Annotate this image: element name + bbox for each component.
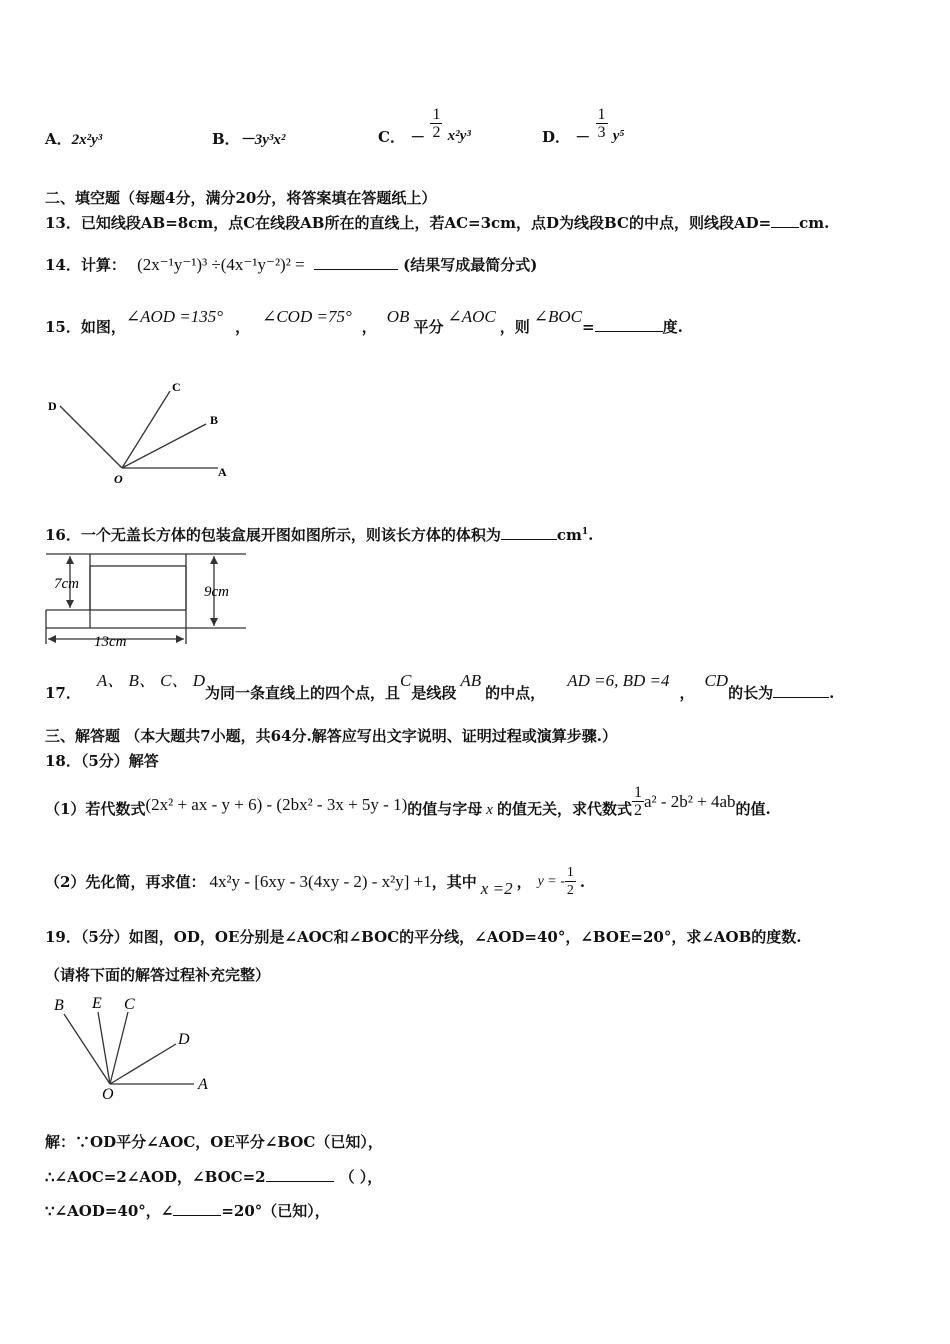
q17-ab: AB [460,671,482,690]
q16-end: . [588,526,594,544]
section2-title: 二、填空题（每题4分，满分20分，将答案填在答题纸上） [45,189,437,207]
label-b: B [210,413,219,427]
ray-oe [98,1012,110,1084]
option-d-num: 1 [597,106,606,123]
q14-expr: (2x⁻¹y⁻¹)³ ÷(4x⁻¹y⁻²)² = [137,255,305,274]
q18-p1-mid: 的值与字母 [407,800,483,818]
option-b-expr: －3y³x² [239,132,286,148]
option-a-label: A． [45,130,72,148]
label-o: O [114,472,123,486]
option-b [212,128,285,149]
q13-blank [771,213,799,228]
q18-p1-x: x [486,802,493,818]
section3-title: 三、解答题 （本大题共7小题，共64分.解答应写出文字说明、证明过程或演算步骤.） [45,727,617,745]
label-c: C [172,380,181,394]
q19-note: （请将下面的解答过程补充完整） [45,966,271,984]
ray-ob [64,1014,110,1084]
q15-ob: OB [386,307,410,326]
q14-blank [314,255,398,270]
q17-eq: AD =6, BD =4 [567,671,670,690]
option-b-label: B． [212,130,240,148]
option-c-label: C． [378,128,405,146]
ray-od [110,1044,176,1084]
q17-num: 17． [45,684,81,702]
option-a [45,128,102,149]
solution-l2a: ∴∠AOC=2∠AOD，∠BOC=2 [45,1168,266,1186]
q15-tail: 度. [662,318,683,336]
q16-unit: cm [556,526,582,544]
label-d: D [48,399,57,413]
label-9cm: 9cm [204,584,229,600]
q13-tail: cm. [799,214,830,232]
q18-p2-mid: ，其中 [431,873,477,891]
q18-p1-label: （1）若代数式 [45,800,146,818]
option-d-tail: y⁵ [612,128,625,144]
q15-prefix: 15．如图， [45,318,126,336]
option-c-tail: x²y³ [447,128,471,144]
q17-t4: 的长为 [728,684,774,702]
question-15 [45,306,683,336]
q18-p2-num: 1 [566,865,574,880]
ray-ob [122,424,206,468]
q17-end: . [829,684,835,702]
solution-blank-2 [173,1201,221,1216]
q16-text: 16．一个无盖长方体的包装盒展开图如图所示，则该长方体的体积为 [45,526,501,544]
q18-p2-label: （2）先化简，再求值： [45,873,206,891]
q16-blank [501,525,557,540]
solution-l3b: =20°（已知）， [221,1202,330,1220]
label-a: A [218,465,227,479]
label-b: B [54,997,64,1014]
q18-p2-y: y = - [537,873,565,889]
option-c [378,100,471,147]
q15-angle-aod: ∠AOD =135° [125,307,224,326]
solution-l3a: ∵∠AOD=40°，∠ [45,1202,174,1220]
q15-angle-cod: ∠COD =75° [262,307,352,326]
q18-p2-x: x =2 [480,878,513,898]
q18-title: 18．（5分）解答 [45,752,159,770]
question-19: 19．（5分）如图，OD，OE分别是∠AOC和∠BOC的平分线，∠AOD=40°，∠BOE=20°，求∠AOB的度数. [45,928,802,946]
option-d-den: 3 [597,124,606,141]
solution-l2b: （ ）， [339,1168,383,1186]
q18-p2-sep: ， [516,873,532,891]
q18-part2 [45,864,585,899]
label-7cm: 7cm [54,576,79,592]
q18-p2-end: . [579,872,586,891]
ray-od [60,406,122,468]
q17-t3: 的中点， [485,684,546,702]
label-d: D [178,1031,190,1048]
q15-angle-boc: ∠BOC [533,307,582,326]
label-e: E [92,995,102,1012]
q17-sep: ， [679,684,695,702]
q17-points: A、 B、 C、 D [96,671,206,690]
option-d-fraction [596,106,608,141]
q18-p1-expr2: a² - 2b² + 4ab [643,791,736,811]
q18-p1-den: 2 [633,802,642,819]
label-13cm: 13cm [94,634,127,650]
q15-blank [595,317,663,332]
option-d-label: D． [542,128,571,146]
q16-sup: 1 [581,527,589,537]
q15-angle-aoc: ∠AOC [447,307,496,326]
figure-15 [40,376,240,488]
q18-p1-expr1: (2x² + ax - y + 6) - (2bx² - 3x + 5y - 1) [145,794,408,814]
solution-line-2 [45,1166,382,1187]
q13-text: 13．已知线段AB=8cm，点C在线段AB所在的直线上，若AC=3cm，点D为线段BC的中点，则线段AD= [45,214,772,232]
question-13 [45,212,829,233]
q18-p1-num: 1 [633,784,642,801]
option-a-expr: 2x²y³ [71,132,103,148]
q15-eq: = [581,318,595,336]
figure-19 [48,994,218,1102]
option-c-num: 1 [432,106,441,123]
question-16 [45,524,593,545]
option-c-den: 2 [432,124,441,141]
q18-p2-fraction [565,864,576,899]
q17-t2: 是线段 [411,684,457,702]
q18-p2-den: 2 [566,883,574,898]
q15-sep1: ， [235,318,251,336]
option-c-sign: － [410,128,426,146]
q17-cd: CD [704,671,729,690]
q18-p1-end: 的值. [735,800,771,818]
q15-mid: 平分 [413,318,444,336]
option-d [542,100,625,147]
option-d-sign: － [575,128,591,146]
question-17 [45,666,835,702]
q17-c: C [400,671,412,690]
label-c: C [124,996,135,1013]
q14-prefix: 14．计算： [45,256,126,274]
ray-oc [110,1012,128,1084]
label-o: O [102,1086,114,1102]
solution-blank-1 [266,1167,334,1182]
figure-16 [42,550,252,650]
q18-p1-mid2: 的值无关，求代数式 [496,800,632,818]
solution-line-3 [45,1200,330,1221]
question-14 [45,254,537,275]
q18-p2-expr: 4x²y - [6xy - 3(4xy - 2) - x²y] +1 [209,871,432,891]
solution-line-1: 解：∵OD平分∠AOC，OE平分∠BOC（已知）， [45,1133,383,1151]
option-c-fraction [430,106,442,141]
q18-p1-fraction [632,784,644,819]
label-a: A [198,1076,208,1093]
q14-tail: (结果写成最简分式) [403,256,538,274]
q18-part1 [45,784,771,819]
q15-sep2: ， [361,318,377,336]
ray-oc [122,391,170,468]
q17-blank [773,683,829,698]
q15-then: ，则 [499,318,530,336]
q17-t1: 为同一条直线上的四个点，且 [205,684,401,702]
